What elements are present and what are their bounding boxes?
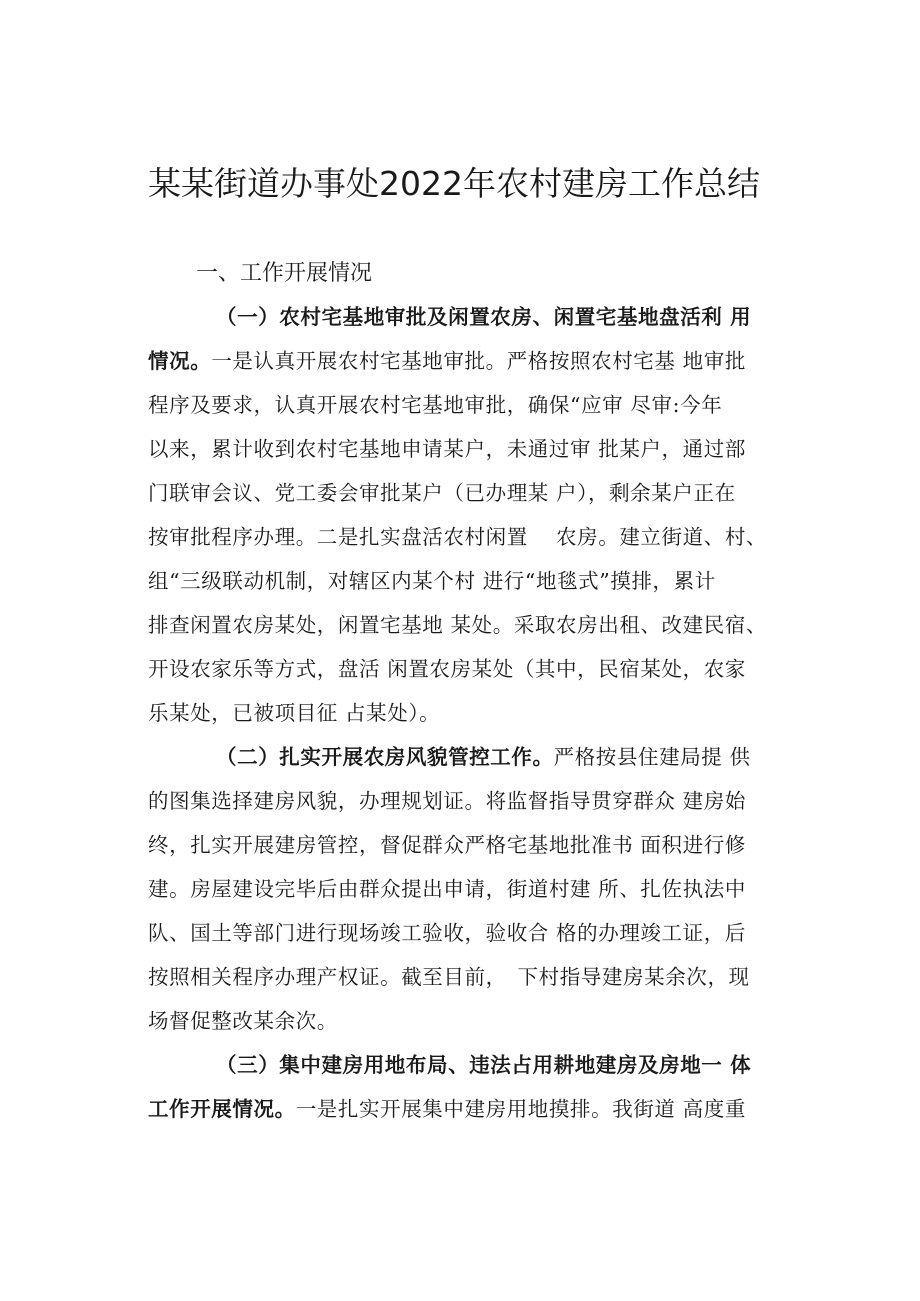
paragraph-line	[148, 388, 722, 418]
text-run: 按照相关程序办理产权证。截至目前， 下村指导建房某余次，现	[148, 965, 750, 989]
text-run: 开设农家乐等方式，盘活 闲置农房某处（其中，民宿某处，农家	[148, 657, 746, 681]
paragraph-line	[148, 608, 767, 638]
paragraph-line	[148, 696, 440, 726]
text-run: 终，扎实开展建房管控，督促群众严格宅基地批准书 面积进行修	[148, 833, 746, 857]
paragraph-line	[148, 344, 746, 374]
paragraph-line	[148, 564, 716, 594]
paragraph-line	[148, 652, 746, 682]
bold-run: （三）集中建房用地布局、违法占用耕地建房及房地一 体	[216, 1053, 752, 1077]
paragraph-line	[148, 476, 736, 506]
text-run: 建。房屋建设完毕后由群众提出申请，街道村建 所、扎佐执法中	[148, 877, 746, 901]
paragraph-line	[148, 916, 746, 946]
bold-run: （一）农村宅基地审批及闲置农房、闲置宅基地盘活利 用	[216, 305, 752, 329]
text-run: 场督促整改某余次。	[148, 1009, 338, 1033]
text-run: 的图集选择建房风貌，办理规划证。将监督指导贯穿群众 建房始	[148, 789, 746, 813]
paragraph-line	[148, 1092, 746, 1122]
text-run: 门联审会议、党工委会审批某户（已办理某 户），剩余某户正在	[148, 481, 736, 505]
paragraph-line	[148, 520, 767, 550]
text-run: 排查闲置农房某处，闲置宅基地 某处。采取农房出租、改建民宿、	[148, 613, 768, 637]
section-heading: 一、工作开展情况	[196, 261, 373, 286]
text-run: 按审批程序办理。二是扎实盘活农村闲置 农房。建立街道、村、	[148, 525, 768, 549]
paragraph-line	[148, 872, 746, 902]
text-run: 严格按县住建局提 供	[553, 745, 751, 769]
paragraph-line	[216, 300, 751, 330]
document-title: 某某街道办事处2022年农村建房工作总结	[148, 164, 760, 203]
paragraph-line	[148, 784, 746, 814]
paragraph-line	[148, 1004, 338, 1034]
bold-run: 工作开展情况。	[148, 1097, 296, 1121]
paragraph-line	[148, 432, 746, 462]
text-run: 程序及要求，认真开展农村宅基地审批，确保“应审 尽审:今年	[148, 393, 723, 417]
bold-run: 情况。	[148, 349, 212, 373]
text-run: 一是扎实开展集中建房用地摸排。我街道 高度重	[295, 1097, 746, 1121]
text-run: 组“三级联动机制，对辖区内某个村 进行“地毯式”摸排，累计	[148, 569, 716, 593]
paragraph-line	[148, 828, 746, 858]
text-run: 以来，累计收到农村宅基地申请某户，未通过审 批某户，通过部	[148, 437, 746, 461]
bold-run: （二）扎实开展农房风貌管控工作。	[216, 745, 554, 769]
paragraph-line	[148, 960, 750, 990]
text-run: 乐某处，已被项目征 占某处）。	[148, 701, 441, 725]
text-run: 一是认真开展农村宅基地审批。严格按照农村宅基 地审批	[211, 349, 746, 373]
paragraph-line	[216, 740, 751, 770]
paragraph-line	[216, 1048, 751, 1078]
text-run: 队、国土等部门进行现场竣工验收，验收合 格的办理竣工证，后	[148, 921, 746, 945]
